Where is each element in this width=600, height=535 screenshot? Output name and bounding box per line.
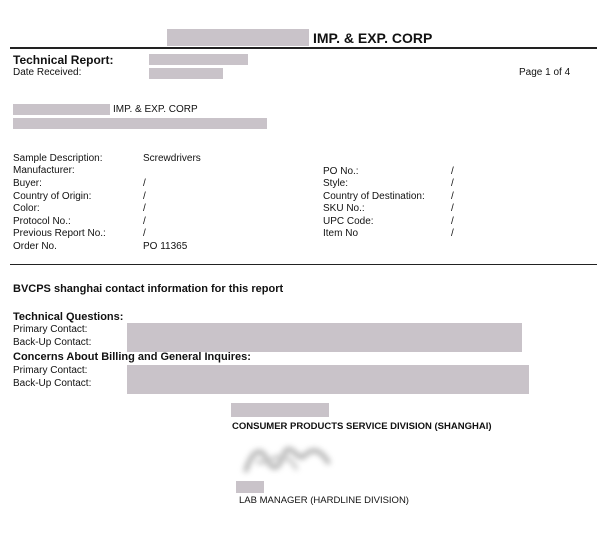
redacted-applicant-prefix (13, 104, 110, 115)
style-label: Style: (323, 178, 349, 189)
upc-code-value: / (451, 216, 454, 227)
header-rule (10, 47, 597, 49)
po-no-label: PO No.: (323, 166, 359, 177)
color-label: Color: (13, 203, 40, 214)
item-no-label: Item No (323, 228, 359, 239)
blurred-signature (238, 432, 338, 482)
style-value: / (451, 178, 454, 189)
manufacturer-label: Manufacturer: (13, 165, 75, 176)
sample-description-value: Screwdrivers (143, 153, 201, 164)
redacted-company-prefix (167, 29, 309, 46)
country-of-destination-label: Country of Destination: (323, 191, 425, 202)
previous-report-no-label: Previous Report No.: (13, 228, 106, 239)
redacted-report-number (149, 54, 248, 65)
date-received-label: Date Received: (13, 67, 82, 78)
upc-code-label: UPC Code: (323, 216, 374, 227)
division-title: CONSUMER PRODUCTS SERVICE DIVISION (SHANGHAI) (232, 421, 492, 432)
redacted-technical-contacts (127, 323, 522, 352)
redacted-date (149, 68, 223, 79)
redacted-manager-name (236, 481, 264, 493)
report-title: Technical Report: (13, 53, 114, 67)
order-no-label: Order No. (13, 241, 57, 252)
redacted-billing-contacts (127, 365, 529, 394)
billing-backup-contact-label: Back-Up Contact: (13, 378, 92, 389)
order-no-value: PO 11365 (143, 241, 188, 252)
redacted-applicant-address (13, 118, 267, 129)
buyer-value: / (143, 178, 146, 189)
technical-backup-contact-label: Back-Up Contact: (13, 337, 92, 348)
lab-manager-title: LAB MANAGER (HARDLINE DIVISION) (239, 495, 409, 506)
previous-report-no-value: / (143, 228, 146, 239)
applicant-company-name: IMP. & EXP. CORP (113, 104, 198, 115)
company-name-header: IMP. & EXP. CORP (313, 30, 433, 46)
protocol-no-label: Protocol No.: (13, 216, 71, 227)
color-value: / (143, 203, 146, 214)
sku-no-value: / (451, 203, 454, 214)
contact-heading: BVCPS shanghai contact information for this report (13, 283, 284, 295)
buyer-label: Buyer: (13, 178, 42, 189)
billing-heading: Concerns About Billing and General Inquires: (13, 351, 251, 363)
sku-no-label: SKU No.: (323, 203, 365, 214)
page-indicator: Page 1 of 4 (519, 67, 571, 78)
section-rule (10, 264, 597, 265)
sample-description-label: Sample Description: (13, 153, 103, 164)
country-of-origin-label: Country of Origin: (13, 191, 92, 202)
country-of-destination-value: / (451, 191, 454, 202)
protocol-no-value: / (143, 216, 146, 227)
item-no-value: / (451, 228, 454, 239)
billing-primary-contact-label: Primary Contact: (13, 365, 88, 376)
technical-primary-contact-label: Primary Contact: (13, 324, 88, 335)
redacted-signer-name (231, 403, 329, 417)
po-no-value: / (451, 166, 454, 177)
country-of-origin-value: / (143, 191, 146, 202)
technical-questions-heading: Technical Questions: (13, 311, 124, 323)
